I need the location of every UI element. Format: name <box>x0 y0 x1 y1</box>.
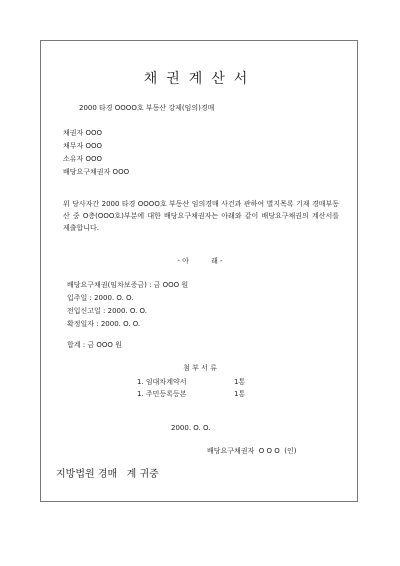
date-line: 2000. O. O. <box>171 424 211 432</box>
attachment-count: 1통 <box>234 378 246 386</box>
document-page <box>40 40 358 502</box>
detail-fixed-date: 확정일자 : 2000. O. O. <box>67 320 141 328</box>
attachment-count: 1통 <box>234 390 246 398</box>
party-owner: 소유자 OOO <box>63 155 103 163</box>
document-title: 채권계산서 <box>143 71 257 87</box>
party-creditor: 채권자 OOO <box>63 129 103 137</box>
case-line: 2000 타경 OOOO호 부동산 강제(임의)경매 <box>79 104 215 112</box>
body-paragraph: 위 당사자간 2000 타경 OOOO호 부동산 임의경매 사건과 관하여 별지목록 기재 경매부동산 중 O층(OOO호)부분에 대한 배당요구채권자는 아래와 같이 배당요구채권의 계산서를 제출합니다. <box>63 200 339 232</box>
attachment-name: 1. 임대차계약서 <box>137 378 187 386</box>
detail-registration: 전입신고일 : 2000. O. O. <box>67 307 148 315</box>
party-claimant: 배당요구채권자 OOO <box>63 168 130 176</box>
attachment-name: 1. 주민등록등본 <box>137 390 187 398</box>
detail-claim: 배당요구채권(임차보증금) : 금 OOO 원 <box>67 281 189 289</box>
party-debtor: 채무자 OOO <box>63 142 103 150</box>
below-heading: - 아 래 - <box>177 257 223 265</box>
signature-line: 배당요구채권자 O O O (인) <box>207 447 297 455</box>
total-line: 합계 : 금 OOO 원 <box>67 341 122 349</box>
court-line: 지방법원 경매 계 귀중 <box>56 469 159 480</box>
attachments-heading: 첨 부 서 류 <box>183 364 217 372</box>
detail-move-in: 입주일 : 2000. O. O. <box>67 294 134 302</box>
